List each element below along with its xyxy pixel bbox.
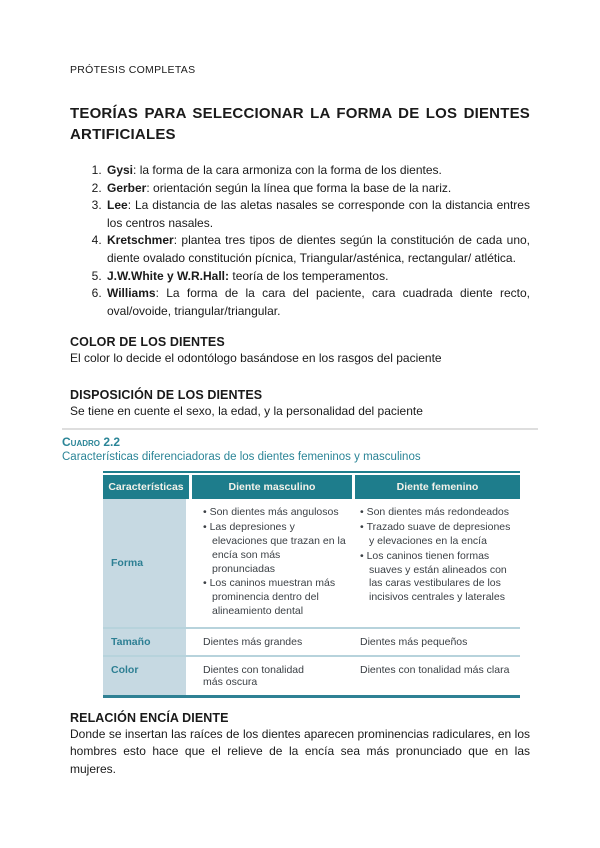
theory-name: Williams xyxy=(107,286,156,301)
theory-sep: : xyxy=(155,286,159,301)
masculino-cell: Dientes más grandes xyxy=(203,635,303,648)
femenino-cell: Dientes más pequeños xyxy=(360,635,468,648)
bullet-list xyxy=(360,506,515,605)
list-item xyxy=(105,162,530,180)
bullet-item: • Los caninos muestran más prominencia dentro del alineamiento dental xyxy=(203,577,346,618)
theory-name: Kretschmer xyxy=(107,233,174,248)
table-caption: Características diferenciadoras de los dientes femeninos y masculinos xyxy=(62,451,421,464)
column-header-diente-femenino: Diente femenino xyxy=(355,475,520,499)
table-top-rule xyxy=(103,471,520,473)
bullet-item: • Los caninos tienen formas suaves y están alineados con las caras vestibulares de los incisivos centrales y laterales xyxy=(360,550,515,605)
embedded-table-figure xyxy=(62,428,538,697)
femenino-cell: Dientes con tonalidad más clara xyxy=(360,663,510,676)
comparison-table xyxy=(103,471,520,697)
cell-text: Dientes con tonalidad más oscura xyxy=(203,663,304,688)
list-item xyxy=(105,268,530,286)
section-disposicion-de-los-dientes xyxy=(70,388,530,420)
feature-cell xyxy=(103,499,189,626)
theory-sep: : xyxy=(127,198,132,213)
figure-top-divider xyxy=(62,428,538,430)
theories-list xyxy=(70,162,530,320)
column-header-diente-masculino: Diente masculino xyxy=(192,475,352,499)
section-heading: COLOR DE LOS DIENTES xyxy=(70,335,225,350)
section-body: Donde se insertan las raíces de los dientes aparecen prominencias radiculares, en los hombres esto hace que el relieve de la encía sea más pronunciado que en las mujeres. xyxy=(70,726,530,776)
section-color-de-los-dientes xyxy=(70,335,530,367)
list-item xyxy=(105,285,530,320)
table-row-color xyxy=(103,655,520,695)
table-row-forma xyxy=(103,499,520,626)
section-body: Se tiene en cuente el sexo, la edad, y la personalidad del paciente xyxy=(70,404,423,419)
table-bottom-rule xyxy=(103,695,520,698)
table-label: Cuadro 2.2 xyxy=(62,435,121,450)
theory-name: Lee xyxy=(107,198,128,213)
section-relacion-encia-diente xyxy=(70,711,530,779)
document-header: PRÓTESIS COMPLETAS xyxy=(70,64,196,76)
theory-text: La forma de la cara del paciente, cara cuadrada diente recto, oval/ovoide, triangular/triangular. xyxy=(107,286,530,318)
theory-text: teoría de los temperamentos. xyxy=(232,268,389,283)
list-item xyxy=(105,197,530,232)
bullet-list xyxy=(203,506,346,618)
bullet-item: • Las depresiones y elevaciones que trazan en la encía son más pronunciadas xyxy=(203,521,346,576)
theory-text: plantea tres tipos de dientes según la constitución de cada uno, diente ovalado constitución pícnica, Triangular/asténica, rectangular/ atlética. xyxy=(107,233,530,265)
theory-name: J.W.White y W.R.Hall: xyxy=(107,268,230,283)
bullet-item: • Son dientes más angulosos xyxy=(203,506,346,520)
bullet-item: • Trazado suave de depresiones y elevaciones en la encía xyxy=(360,521,515,549)
theory-name: Gysi xyxy=(107,163,134,177)
theory-text: orientación según la línea que forma la base de la nariz. xyxy=(153,180,452,195)
column-header-caracteristicas: Características xyxy=(103,475,189,499)
section-heading: DISPOSICIÓN DE LOS DIENTES xyxy=(70,388,263,403)
table-header-row xyxy=(103,475,520,499)
theory-sep: : xyxy=(173,233,178,248)
theory-sep: : xyxy=(133,163,137,177)
bullet-item: • Son dientes más redondeados xyxy=(360,506,515,520)
theory-sep: : xyxy=(146,180,150,195)
list-item xyxy=(105,232,530,267)
femenino-cell xyxy=(352,499,517,626)
section-body: El color lo decide el odontólogo basándose en los rasgos del paciente xyxy=(70,351,442,366)
theory-text: La distancia de las aletas nasales se corresponde con la distancia entres los centros nasales. xyxy=(107,198,530,230)
page-title: TEORÍAS PARA SELECCIONAR LA FORMA DE LOS DIENTES ARTIFICIALES xyxy=(70,105,530,143)
section-heading: RELACIÓN ENCÍA DIENTE xyxy=(70,710,229,725)
theory-text: la forma de la cara armoniza con la forma de los dientes. xyxy=(139,163,442,177)
feature-label: Forma xyxy=(111,557,144,570)
feature-cell: Tamaño xyxy=(103,629,189,655)
masculino-cell xyxy=(189,499,352,626)
list-item xyxy=(105,180,530,198)
feature-cell: Color xyxy=(103,657,189,695)
theory-name: Gerber xyxy=(107,180,147,195)
masculino-cell xyxy=(189,657,352,695)
table-row-tamano xyxy=(103,627,520,655)
